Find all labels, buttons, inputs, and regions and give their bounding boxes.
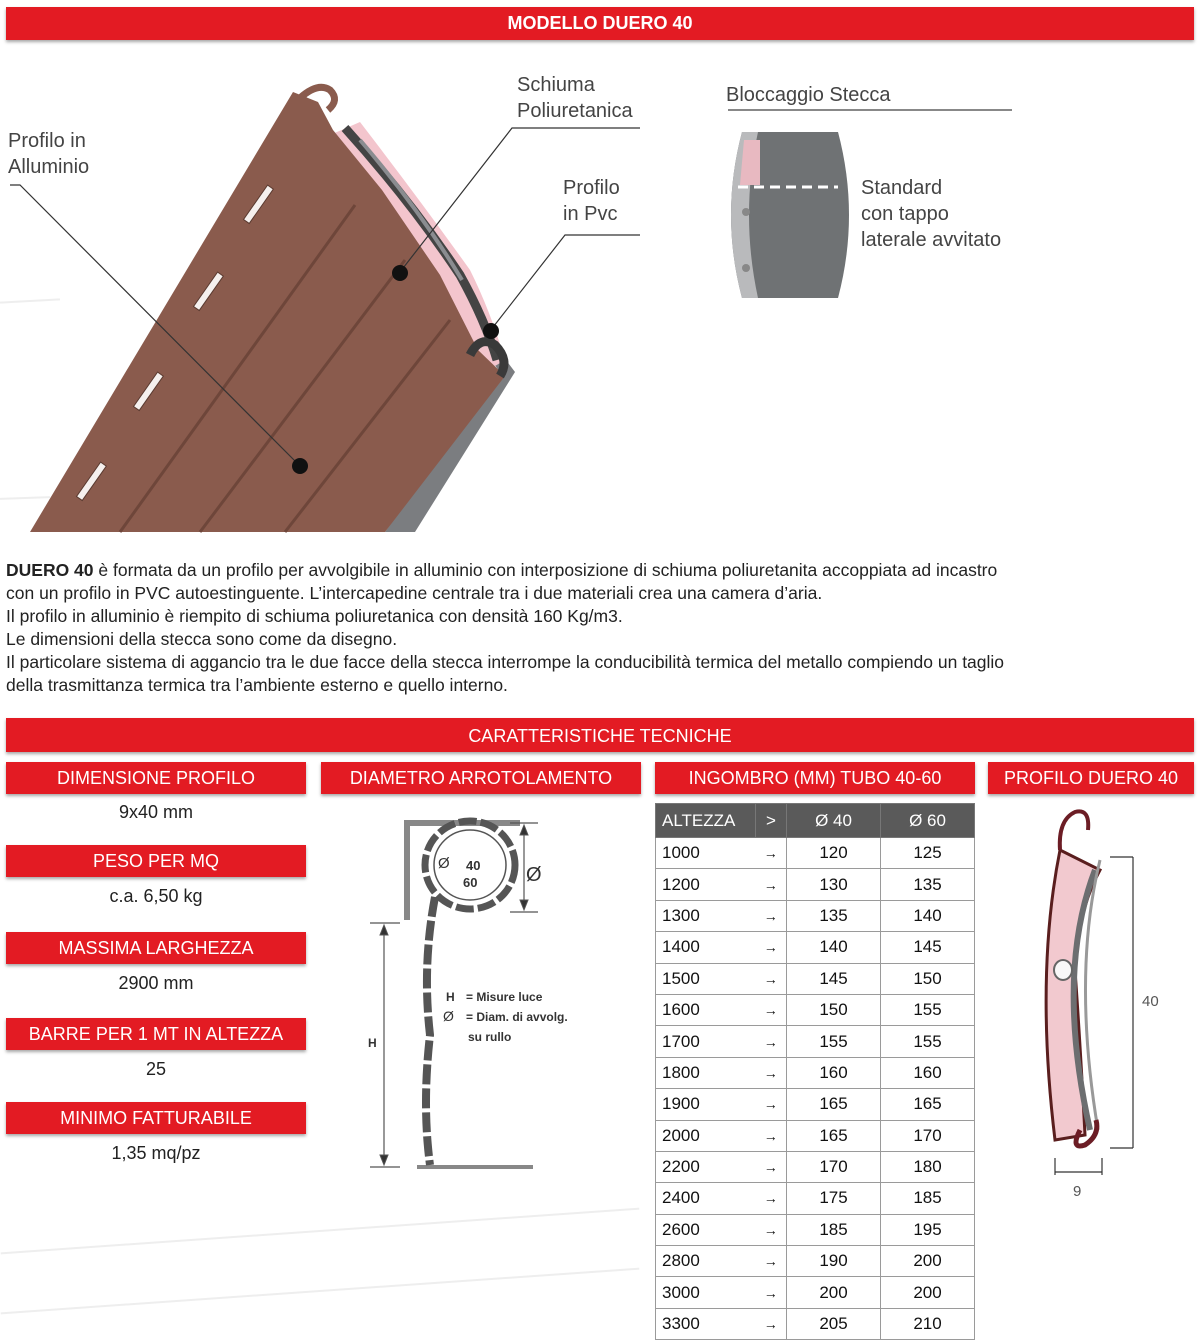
arrow-icon: → [756, 1057, 787, 1088]
arrow-icon: → [756, 994, 787, 1025]
table-row [656, 1057, 975, 1088]
arrow-icon: → [756, 838, 787, 869]
arrow-icon: → [756, 900, 787, 931]
cell-diameter-40: 185 [787, 1214, 881, 1245]
table-row [656, 900, 975, 931]
height-symbol: H [368, 1036, 377, 1050]
cell-diameter-40: 135 [787, 900, 881, 931]
arrow-icon: → [756, 1214, 787, 1245]
arrow-icon: → [756, 1120, 787, 1151]
diameter-heading: DIAMETRO ARROTOLAMENTO [321, 762, 641, 794]
table-row [656, 963, 975, 994]
table-row [656, 1214, 975, 1245]
section-title-bar [6, 718, 1194, 752]
table-row [656, 1308, 975, 1339]
cell-diameter-60: 195 [881, 1214, 975, 1245]
legend-diameter-symbol: Ø [443, 1008, 454, 1024]
profile-width-dim: 9 [1073, 1183, 1082, 1200]
cell-height: 3300 [656, 1308, 756, 1339]
col-height: ALTEZZA [656, 804, 756, 838]
table-row [656, 1151, 975, 1182]
model-title-bar [6, 7, 1194, 40]
cell-height: 1300 [656, 900, 756, 931]
profile-section-drawing [1000, 800, 1190, 1200]
table-header-row [656, 804, 975, 838]
table-row [656, 1246, 975, 1277]
product-description [6, 559, 1186, 697]
cell-diameter-40: 200 [787, 1277, 881, 1308]
end-cap-illustration [731, 132, 849, 298]
cell-diameter-60: 165 [881, 1089, 975, 1120]
table-row [656, 1089, 975, 1120]
label-aluminium-profile: Profilo in Alluminio [8, 130, 90, 178]
legend-h-symbol: H [446, 990, 455, 1004]
col-diameter-60: Ø 60 [881, 804, 975, 838]
cell-height: 2200 [656, 1151, 756, 1182]
cell-height: 2600 [656, 1214, 756, 1245]
diameter-label-40: 40 [466, 858, 481, 873]
cell-height: 1200 [656, 869, 756, 900]
cell-diameter-40: 140 [787, 932, 881, 963]
label-pvc-profile: Profilo in Pvc [563, 177, 620, 225]
spec-value-min-billable: 1,35 mq/pz [111, 1143, 201, 1163]
cell-height: 1000 [656, 838, 756, 869]
cell-diameter-60: 145 [881, 932, 975, 963]
cell-diameter-60: 200 [881, 1277, 975, 1308]
model-title: MODELLO DUERO 40 [507, 13, 693, 33]
cell-diameter-40: 160 [787, 1057, 881, 1088]
cell-diameter-40: 145 [787, 963, 881, 994]
diameter-label-60: 60 [463, 875, 478, 890]
cell-diameter-40: 170 [787, 1151, 881, 1182]
cell-height: 1500 [656, 963, 756, 994]
table-row [656, 838, 975, 869]
cell-height: 1700 [656, 1026, 756, 1057]
cell-height: 2400 [656, 1183, 756, 1214]
arrow-icon: → [756, 1246, 787, 1277]
label-polyurethane-foam: Schiuma Poliuretanica [517, 74, 633, 122]
legend-h-text: = Misure luce [466, 990, 543, 1004]
cell-diameter-60: 200 [881, 1246, 975, 1277]
table-row [656, 869, 975, 900]
spec-value-dimension: 9x40 mm [118, 802, 194, 822]
cell-diameter-40: 155 [787, 1026, 881, 1057]
dimensions-table [655, 803, 975, 1340]
arrow-icon: → [756, 1089, 787, 1120]
cell-diameter-40: 150 [787, 994, 881, 1025]
cell-diameter-60: 155 [881, 1026, 975, 1057]
description-line: della trasmittanza termica tra l’ambiente esterno e quello interno. [6, 675, 508, 695]
spec-heading: MINIMO FATTURABILE [6, 1102, 306, 1134]
arrow-icon: → [756, 1183, 787, 1214]
legend-diameter-text: = Diam. di avvolg. [466, 1010, 568, 1024]
diameter-dimension-symbol: Ø [526, 864, 542, 886]
legend-diameter-text-2: su rullo [468, 1030, 512, 1044]
description-line: Il profilo in alluminio è riempito di schiuma poliuretanica con densità 160 Kg/m3. [6, 606, 623, 626]
table-row [656, 1183, 975, 1214]
cell-diameter-40: 120 [787, 838, 881, 869]
spec-value-max-width: 2900 mm [118, 973, 194, 993]
cell-diameter-40: 175 [787, 1183, 881, 1214]
cell-diameter-60: 180 [881, 1151, 975, 1182]
table-row [656, 994, 975, 1025]
cell-height: 1600 [656, 994, 756, 1025]
table-row [656, 1120, 975, 1151]
cell-height: 2800 [656, 1246, 756, 1277]
spec-heading: PESO PER MQ [6, 845, 306, 877]
col-arrow: > [756, 804, 787, 838]
table-row [656, 1026, 975, 1057]
description-line: Il particolare sistema di aggancio tra le due facce della stecca interrompe la conducibilità termica del metallo compiendo un taglio [6, 652, 1005, 672]
spec-heading: BARRE PER 1 MT IN ALTEZZA [6, 1018, 306, 1050]
spec-heading: MASSIMA LARGHEZZA [6, 932, 306, 964]
arrow-icon: → [756, 1308, 787, 1339]
profile-heading: PROFILO DUERO 40 [988, 762, 1194, 794]
spec-value-bars: 25 [145, 1059, 167, 1079]
cell-height: 1800 [656, 1057, 756, 1088]
cell-diameter-40: 165 [787, 1120, 881, 1151]
section-title: CARATTERISTICHE TECNICHE [468, 726, 732, 746]
cell-diameter-60: 160 [881, 1057, 975, 1088]
cell-diameter-40: 130 [787, 869, 881, 900]
background-stripe [1, 1268, 640, 1315]
cell-diameter-60: 140 [881, 900, 975, 931]
description-line: DUERO 40 è formata da un profilo per avvolgibile in alluminio con interposizione di schiuma poliuretanita accoppiata ad incastro [6, 560, 998, 580]
spec-value-weight: c.a. 6,50 kg [109, 886, 203, 906]
arrow-icon: → [756, 1026, 787, 1057]
cell-diameter-60: 155 [881, 994, 975, 1025]
cell-height: 2000 [656, 1120, 756, 1151]
table-heading: INGOMBRO (MM) TUBO 40-60 [655, 762, 975, 794]
cell-diameter-40: 205 [787, 1308, 881, 1339]
description-line: con un profilo in PVC autoestinguente. L’intercapedine centrale tra i due materiali crea una camera d’aria. [6, 583, 823, 603]
arrow-icon: → [756, 932, 787, 963]
background-stripe [1, 1208, 640, 1255]
cell-diameter-60: 125 [881, 838, 975, 869]
description-line: Le dimensioni della stecca sono come da disegno. [6, 629, 398, 649]
cell-diameter-60: 185 [881, 1183, 975, 1214]
arrow-icon: → [756, 1151, 787, 1182]
roll-diameter-diagram [360, 815, 600, 1175]
table-row [656, 1277, 975, 1308]
col-diameter-40: Ø 40 [787, 804, 881, 838]
cell-diameter-40: 165 [787, 1089, 881, 1120]
cell-diameter-40: 190 [787, 1246, 881, 1277]
arrow-icon: → [756, 963, 787, 994]
arrow-icon: → [756, 1277, 787, 1308]
table-row [656, 932, 975, 963]
profile-height-dim: 40 [1142, 993, 1159, 1010]
cell-diameter-60: 135 [881, 869, 975, 900]
spec-heading: DIMENSIONE PROFILO [6, 762, 306, 794]
label-slat-lock-title: Bloccaggio Stecca [726, 84, 891, 106]
cell-height: 1900 [656, 1089, 756, 1120]
cell-height: 3000 [656, 1277, 756, 1308]
cell-diameter-60: 170 [881, 1120, 975, 1151]
cell-height: 1400 [656, 932, 756, 963]
diameter-symbol: Ø [438, 855, 450, 872]
arrow-icon: → [756, 869, 787, 900]
cell-diameter-60: 210 [881, 1308, 975, 1339]
label-slat-lock-desc: Standard con tappo laterale avvitato [861, 177, 1002, 251]
cell-diameter-60: 150 [881, 963, 975, 994]
